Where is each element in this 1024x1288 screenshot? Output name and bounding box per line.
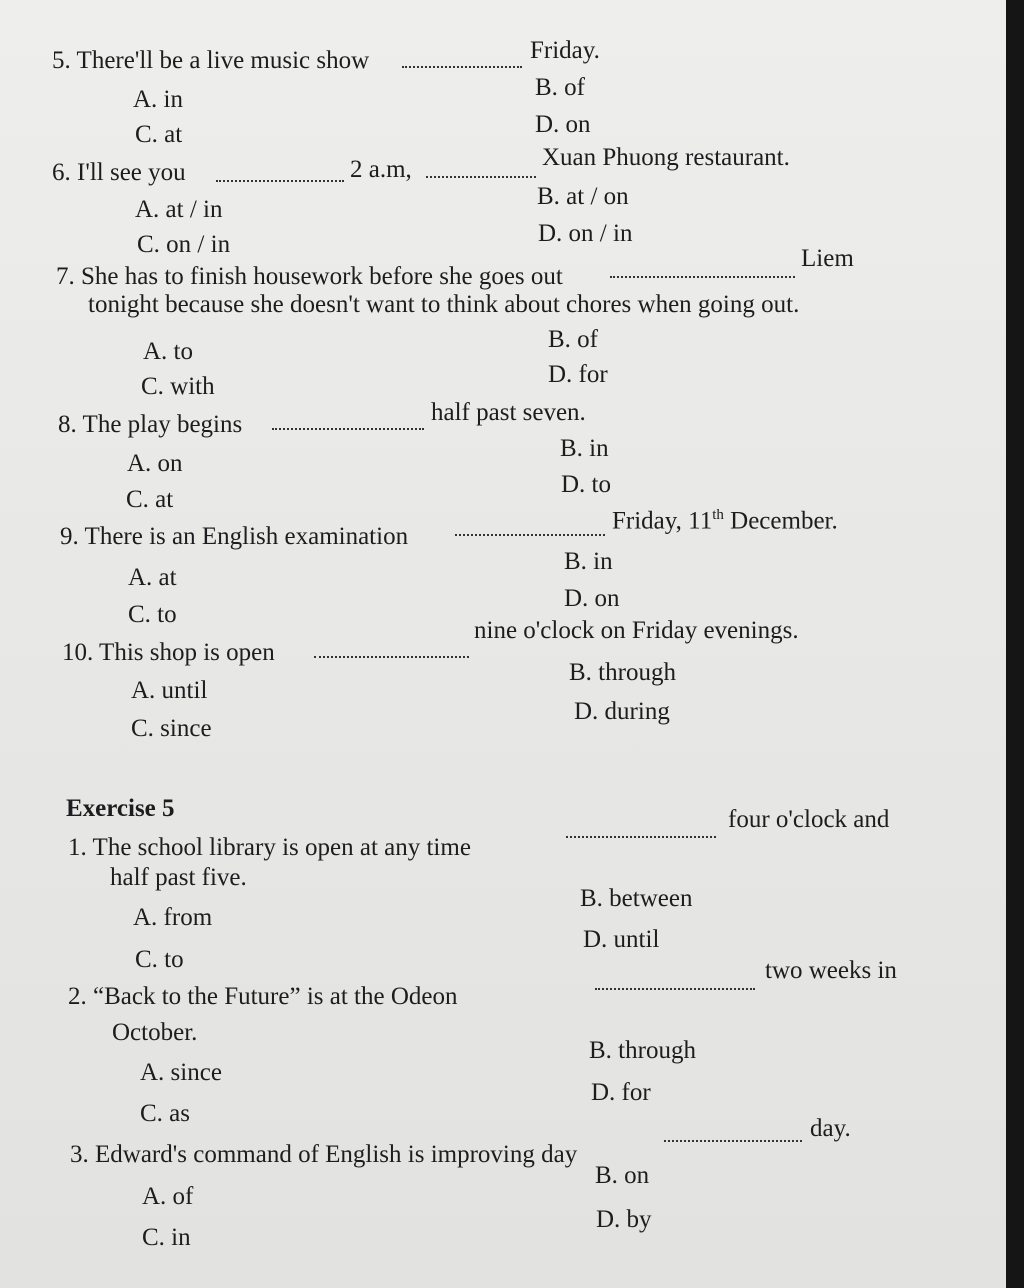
question-9-tail: Friday, 11th December. xyxy=(612,507,838,535)
question-10-option-d: D. during xyxy=(574,698,670,725)
question-10-option-c: C. since xyxy=(131,715,212,742)
exercise-5-q3-option-d: D. by xyxy=(596,1206,652,1233)
question-6-mid: 2 a.m, xyxy=(350,156,412,183)
exercise-5-q1-option-b: B. between xyxy=(580,885,693,912)
question-9-option-b: B. in xyxy=(564,548,613,575)
exercise-5-q3-option-b: B. on xyxy=(595,1162,650,1189)
question-10-tail: nine o'clock on Friday evenings. xyxy=(474,617,799,644)
question-5-option-d: D. on xyxy=(535,111,591,138)
exercise-5-q1-option-d: D. until xyxy=(583,926,660,953)
exercise-5-q1-stem: 1. The school library is open at any time xyxy=(68,834,471,861)
exercise-5-q3-tail: day. xyxy=(810,1115,851,1142)
question-6-option-c: C. on / in xyxy=(137,231,231,258)
exercise-5-q1-option-a: A. from xyxy=(133,904,213,931)
exercise-heading: Exercise 5 xyxy=(66,795,175,822)
question-8-tail: half past seven. xyxy=(431,399,586,426)
question-9-option-a: A. at xyxy=(128,564,177,591)
question-5-option-b: B. of xyxy=(535,74,585,101)
question-10-stem: 10. This shop is open xyxy=(62,639,275,666)
question-8-stem: 8. The play begins xyxy=(58,411,243,438)
question-7-option-c: C. with xyxy=(141,373,215,400)
question-8-blank xyxy=(272,428,424,430)
question-8-option-b: B. in xyxy=(560,435,609,462)
question-9-blank xyxy=(455,534,605,536)
exercise-5-q1-blank xyxy=(566,836,716,838)
exercise-5-q2-option-d: D. for xyxy=(591,1079,651,1106)
question-7-tail: Liem xyxy=(801,245,854,272)
question-5-option-a: A. in xyxy=(133,86,183,113)
question-9-option-c: C. to xyxy=(128,601,177,628)
question-6-tail: Xuan Phuong restaurant. xyxy=(542,144,790,171)
exercise-5-q2-stem-line-2: October. xyxy=(112,1019,198,1046)
exercise-5-q1-tail: four o'clock and xyxy=(728,806,890,833)
question-6-stem: 6. I'll see you xyxy=(52,159,186,186)
question-6-option-b: B. at / on xyxy=(537,183,629,210)
question-7-option-d: D. for xyxy=(548,361,608,388)
exercise-5-q2-blank xyxy=(595,988,755,990)
question-5-tail: Friday. xyxy=(530,37,600,64)
question-8-option-a: A. on xyxy=(127,450,183,477)
question-9-option-d: D. on xyxy=(564,585,620,612)
question-10-option-b: B. through xyxy=(569,659,676,686)
question-7-stem-line-2: tonight because she doesn't want to think about chores when going out. xyxy=(88,291,800,318)
question-7-stem: 7. She has to finish housework before she goes out xyxy=(56,263,563,290)
question-10-blank xyxy=(314,656,469,658)
question-7-blank xyxy=(610,276,795,278)
exercise-5-q2-option-b: B. through xyxy=(589,1037,696,1064)
exercise-5-q2-option-a: A. since xyxy=(140,1059,222,1086)
question-7-option-a: A. to xyxy=(143,338,193,365)
exercise-5-q3-option-c: C. in xyxy=(142,1224,191,1251)
exercise-5-q2-stem: 2. “Back to the Future” is at the Odeon xyxy=(68,983,458,1010)
exercise-5-q1-stem-line-2: half past five. xyxy=(110,864,247,891)
page-edge-shadow xyxy=(1006,0,1024,1288)
question-6-blank-2 xyxy=(426,176,536,178)
exercise-5-q1-option-c: C. to xyxy=(135,946,184,973)
question-6-blank-1 xyxy=(216,180,344,182)
question-9-stem: 9. There is an English examination xyxy=(60,523,409,550)
question-5-option-c: C. at xyxy=(135,121,183,148)
question-10-option-a: A. until xyxy=(131,677,208,704)
question-6-option-d: D. on / in xyxy=(538,220,633,247)
question-6-option-a: A. at / in xyxy=(135,196,223,223)
question-5-blank xyxy=(402,66,522,68)
exercise-5-q2-tail: two weeks in xyxy=(765,957,897,984)
exercise-5-q3-option-a: A. of xyxy=(142,1183,194,1210)
exercise-5-q3-stem: 3. Edward's command of English is improving day xyxy=(70,1141,578,1168)
exercise-5-q2-option-c: C. as xyxy=(140,1100,190,1127)
question-8-option-c: C. at xyxy=(126,486,174,513)
exercise-5-q3-blank xyxy=(664,1140,802,1142)
question-8-option-d: D. to xyxy=(561,471,611,498)
question-5-stem: 5. There'll be a live music show xyxy=(52,47,370,74)
question-7-option-b: B. of xyxy=(548,326,598,353)
